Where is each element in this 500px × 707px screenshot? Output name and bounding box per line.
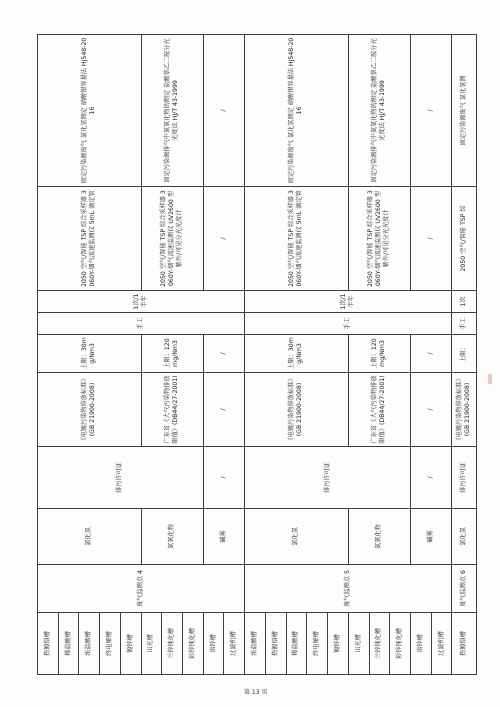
- limit: /: [410, 335, 451, 373]
- workshop-cell: 溶锌槽: [203, 613, 224, 675]
- workshop-cell: 浓盐酸槽: [79, 613, 100, 675]
- basis: /: [203, 447, 244, 509]
- method: 手工: [38, 313, 245, 335]
- method: 手工: [452, 313, 477, 335]
- standard: 《电镀污染物排放标准》(GB 21900-2008): [452, 373, 477, 447]
- method-standard: 固定污染源废气 氯化氢测定 硝酸银容量法 HJ548-2016: [38, 35, 142, 187]
- frequency: 1次: [452, 291, 477, 313]
- basis: 排污许可证: [245, 447, 411, 509]
- standard: 广东省《大气污染物排放限值》(DB44/27-2001): [348, 373, 410, 447]
- pollutant: 氯化氢: [38, 509, 142, 565]
- basis: /: [410, 447, 451, 509]
- method-standard: 固定污染源排气中氮氧化物的测定 盐酸萘乙二胺分光光度法 HJ/T 43-1999: [141, 35, 203, 187]
- pollutant: 氮氧化物: [348, 509, 410, 565]
- workshop-cell: 出光槽: [141, 613, 162, 675]
- monitoring-table: [37, 34, 477, 675]
- monitor-point: 废气监测点 6: [452, 565, 477, 613]
- monitor-point: 废气监测点 4: [38, 565, 245, 613]
- standard: 广东省《大气污染物排放限值》(DB44/27-2001): [141, 373, 203, 447]
- limit: /: [203, 335, 244, 373]
- equipment: /: [203, 187, 244, 291]
- standard: /: [203, 373, 244, 447]
- method-standard: 固定污染源废气 氯化氢测定 硝酸银容量法 HJ548-2016: [245, 35, 349, 187]
- workshop-cell: 热镀铬槽: [38, 613, 59, 675]
- equipment: 2050 空气/智能 TSP 综合采样器 3060Y-烟气流速监测仪 5mL 滴定管: [245, 187, 349, 291]
- limit: 上限：120mg/Nm3: [348, 335, 410, 373]
- pollutant: 碱雾: [410, 509, 451, 565]
- workshop-cell: 终电解槽: [100, 613, 121, 675]
- pollutant: 氯化氢: [452, 509, 477, 565]
- workshop-cell: 稀盐酸槽: [58, 613, 79, 675]
- equipment: 2050 空气/智能 TSP 综合采样器 3060Y-烟气流速监测仪 UV2600 型 紫外/可见分光光度计: [141, 187, 203, 291]
- workshop-cell: 镀锌槽: [120, 613, 141, 675]
- workshop-cell: 溶锌槽: [410, 613, 431, 675]
- pollutant: 碱雾: [203, 509, 244, 565]
- workshop-cell: 彩锌钝化槽: [183, 613, 204, 675]
- stamp-mark: [488, 374, 492, 384]
- workshop-cell: 热镀铬槽: [265, 613, 286, 675]
- workshop-cell: 出光槽: [348, 613, 369, 675]
- pollutant: 氮氧化物: [141, 509, 203, 565]
- workshop-cell: 终电解槽: [307, 613, 328, 675]
- equipment: 2050 空气/智能 TSP 综合采样器 3060Y-烟气流速监测仪 UV2600 型 紫外/可见分光光度计: [348, 187, 410, 291]
- basis: 排污许可证: [452, 447, 477, 509]
- equipment: 2050 空气/智能 TSP 综合采样器 3060Y-烟气流速监测仪 5mL 滴定管: [38, 187, 142, 291]
- frequency: 1次/1半年: [38, 291, 245, 313]
- page-number: 第 13 页: [244, 689, 268, 696]
- pollutant: 氯化氢: [245, 509, 349, 565]
- limit: 上限：120mg/Nm3: [141, 335, 203, 373]
- method-standard: /: [410, 35, 451, 187]
- workshop-cell: 热镀铬槽: [452, 613, 477, 675]
- workshop-cell: 过滤机槽: [431, 613, 452, 675]
- equipment: /: [410, 187, 451, 291]
- method-standard: 固定污染源排气中氮氧化物的测定 盐酸萘乙二胺分光光度法 HJ/T 43-1999: [348, 35, 410, 187]
- workshop-cell: 兰锌钝化槽: [369, 613, 390, 675]
- standard: 《电镀污染物排放标准》(GB 21900-2008): [245, 373, 349, 447]
- standard: 《电镀污染物排放标准》(GB 21900-2008): [38, 373, 142, 447]
- equipment: 2050 空气/智能 TSP 综: [452, 187, 477, 291]
- method-standard: 固定污染源废气 氯化氢测: [452, 35, 477, 187]
- rotated-table-page: [37, 35, 477, 675]
- workshop-cell: 浓盐酸槽: [245, 613, 266, 675]
- basis: 排污许可证: [38, 447, 204, 509]
- standard: /: [410, 373, 451, 447]
- workshop-cell: 镀锌槽: [328, 613, 349, 675]
- workshop-cell: 兰锌钝化槽: [162, 613, 183, 675]
- workshop-cell: 过滤机槽: [224, 613, 245, 675]
- limit: 上限：30mg/Nm3: [245, 335, 349, 373]
- workshop-cell: 彩锌钝化槽: [390, 613, 411, 675]
- frequency: 1次/1半年: [245, 291, 452, 313]
- method: 手工: [245, 313, 452, 335]
- method-standard: /: [203, 35, 244, 187]
- limit: 上限：: [452, 335, 477, 373]
- limit: 上限：30mg/Nm3: [38, 335, 142, 373]
- monitor-point: 废气监测点 5: [245, 565, 452, 613]
- workshop-cell: 稀盐酸槽: [286, 613, 307, 675]
